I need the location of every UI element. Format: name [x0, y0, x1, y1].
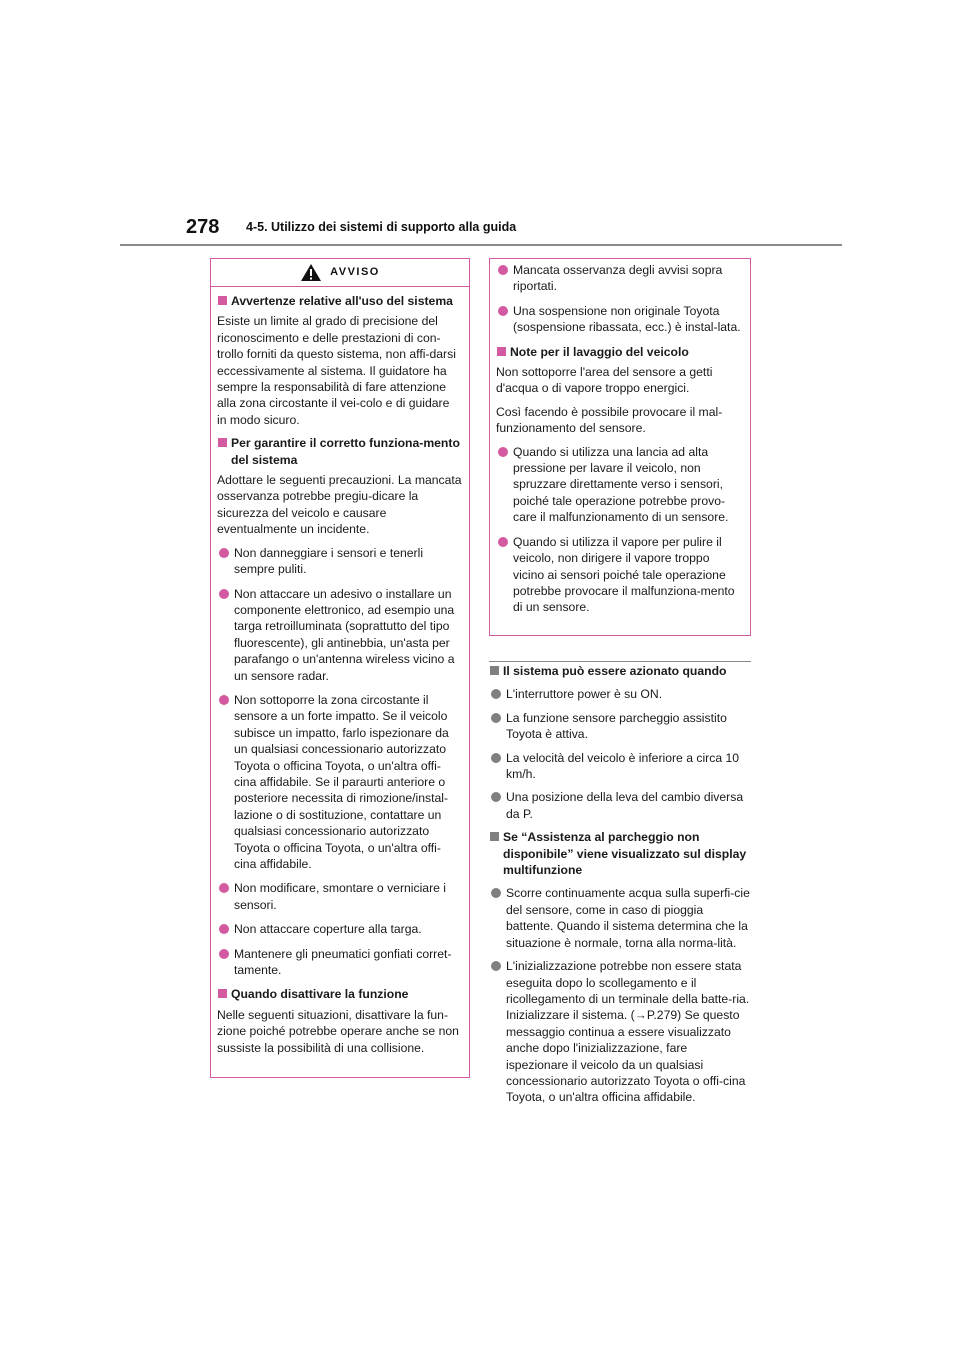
- bullet-item: Quando si utilizza una lancia ad alta pressione per lavare il veicolo, non spruzzare direttamente verso i sensori, poiché tale operazione potrebbe provo-care il malfunzionamento di un sensore.: [496, 444, 743, 526]
- warning-header: [211, 259, 469, 287]
- bullet-item: Non modificare, smontare o verniciare i sensori.: [217, 880, 462, 913]
- subheading-system-warnings: Avvertenze relative all'uso del sistema: [217, 293, 462, 309]
- info-section: [489, 661, 751, 1113]
- section-rule: [489, 661, 751, 662]
- bullet-item: Una sospensione non originale Toyota (sospensione ribassata, ecc.) è instal-lata.: [496, 303, 743, 336]
- page-number: 278: [186, 216, 220, 238]
- bullet-item: L'interruttore power è su ON.: [489, 686, 751, 702]
- bullet-item: Mantenere gli pneumatici gonfiati corret-tamente.: [217, 946, 462, 979]
- paragraph: Esiste un limite al grado di precisione del riconoscimento e delle prestazioni di con-trollo forniti da questo sistema, non affi-darsi eccessivamente al sistema. Il guidatore ha sempre la responsabilità di fare attenzione alla zona circostante il vei-colo e di guidare in modo sicuro.: [217, 314, 456, 427]
- paragraph: Nelle seguenti situazioni, disattivare la fun-zione poiché potrebbe operare anche se non sussiste la possibilità di una collisione.: [217, 1007, 459, 1055]
- paragraph: Adottare le seguenti precauzioni. La mancata osservanza potrebbe pregiu-dicare la sicurezza del veicolo e causare eventualmente un incidente.: [217, 473, 462, 537]
- bullet-item: Mancata osservanza degli avvisi sopra riportati.: [496, 262, 743, 295]
- bullet-item: L'inizializzazione potrebbe non essere stata eseguita dopo lo scollegamento e il ricollegamento di un terminale della batte-ria. Inizializzare il sistema. (→P.279) Se questo messaggio continua a essere visualizzato anche dopo l'inizializzazione, fare ispezionare il veicolo da un qualsiasi concessionario autorizzato Toyota o offi-cina Toyota, o un'altra officina affidabile.: [489, 958, 751, 1106]
- bullet-item: Quando si utilizza il vapore per pulire il veicolo, non dirigere il vapore troppo vicino ai sensori poiché tale operazione potrebbe provocare il malfunziona-mento di un sensore.: [496, 534, 743, 616]
- bullet-item: La funzione sensore parcheggio assistito Toyota è attiva.: [489, 710, 751, 743]
- subheading-when-disable: Quando disattivare la funzione: [217, 986, 462, 1002]
- bullet-item: Non danneggiare i sensori e tenerli sempre puliti.: [217, 545, 462, 578]
- section-title: 4-5. Utilizzo dei sistemi di supporto alla guida: [246, 220, 517, 234]
- subheading-unavailable-message: Se “Assistenza al parcheggio non disponibile” viene visualizzato sul display multifunzione: [489, 829, 751, 878]
- bullet-item: Non attaccare un adesivo o installare un componente elettronico, ad esempio una targa retroilluminata (soprattutto del tipo fluorescente), gli antinebbia, un'asta per parafango o un'antenna wireless vicino a un sensore radar.: [217, 586, 462, 684]
- bullet-item: Scorre continuamente acqua sulla superfi-cie del sensore, come in caso di pioggia battente. Quando il sistema determina che la situazione è normale, torna alla norma-lità.: [489, 885, 751, 951]
- subheading-correct-operation: Per garantire il corretto funziona-mento del sistema: [217, 435, 462, 468]
- warning-triangle-icon: [300, 263, 322, 282]
- warning-box-left: [210, 258, 470, 1078]
- subheading-washing-notes: Note per il lavaggio del veicolo: [496, 344, 743, 360]
- warning-box-right: [489, 258, 751, 636]
- warning-title: AVVISO: [330, 266, 380, 279]
- bullet-item: Una posizione della leva del cambio diversa da P.: [489, 789, 751, 822]
- bullet-item: La velocità del veicolo è inferiore a circa 10 km/h.: [489, 750, 751, 783]
- bullet-item: Non sottoporre la zona circostante il sensore a un forte impatto. Se il veicolo subisce un impatto, farlo ispezionare da un qualsiasi concessionario autorizzato Toyota o officina Toyota, o un'altra offi-cina affidabile. Se il paraurti anteriore o posteriore necessita di rimozione/instal-lazione o di sostituzione, contattare un qualsiasi concessionario autorizzato Toyota o officina Toyota, o un'altra offi-cina affidabile.: [217, 692, 462, 872]
- subheading-system-operation: Il sistema può essere azionato quando: [489, 663, 751, 679]
- header-rule: [120, 244, 842, 246]
- paragraph: Così facendo è possibile provocare il mal-funzionamento del sensore.: [496, 404, 723, 436]
- paragraph: Non sottoporre l'area del sensore a getti d'acqua o di vapore troppo energici.: [496, 365, 713, 396]
- bullet-item: Non attaccare coperture alla targa.: [217, 921, 462, 937]
